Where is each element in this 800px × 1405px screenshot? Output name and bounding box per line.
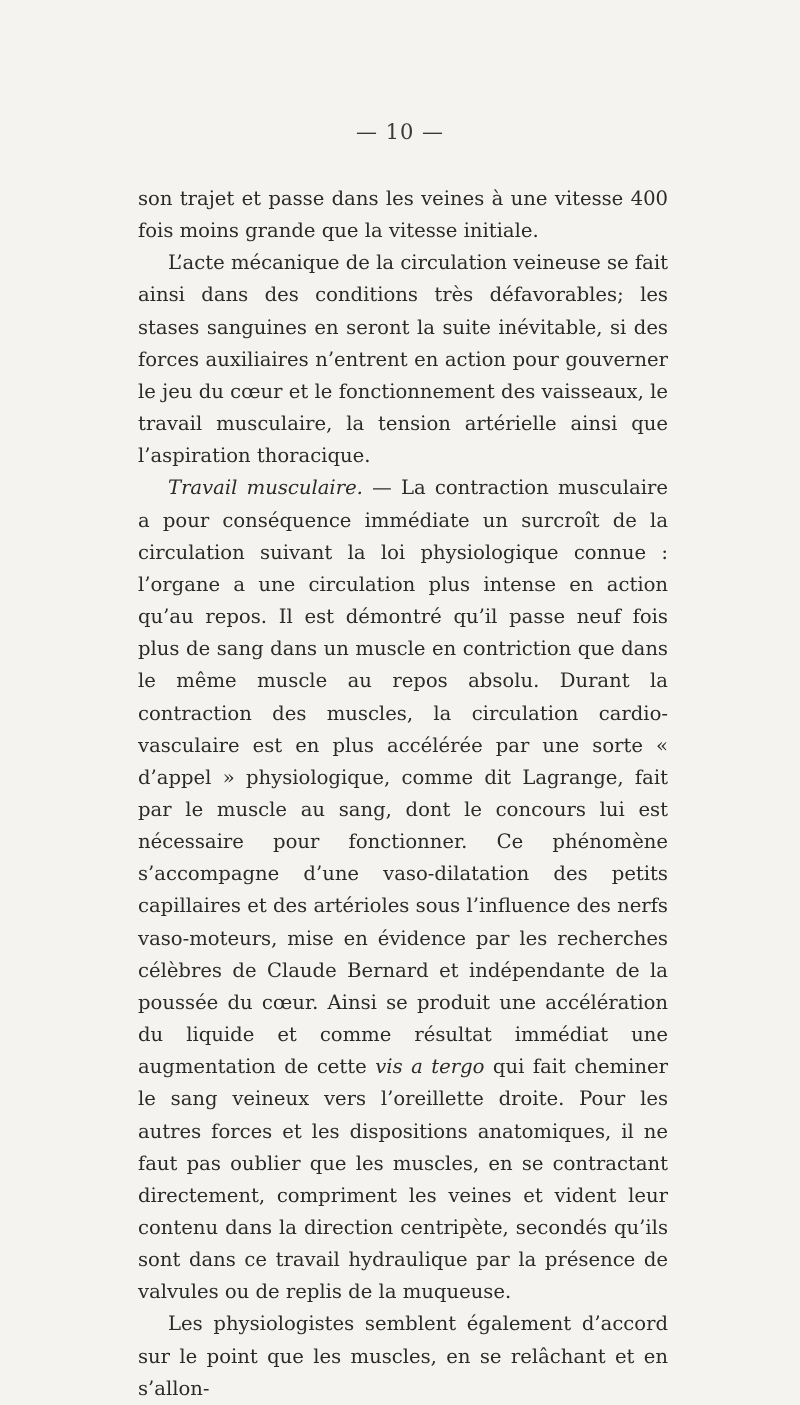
page-number: — 10 —: [355, 120, 445, 144]
body-text: [138, 183, 668, 1405]
paragraph-venous-circulation: L’acte mécanique de la circulation veineuse se fait ainsi dans des conditions très défavorables; les stases sanguines en seront la suite inévitable, si des forces auxiliaires n’entrent en action pour gouverner le jeu du cœur et le fonctionnement des vaisseaux, le travail musculaire, la tension artérielle ainsi que l’aspiration thoracique.: [138, 251, 668, 468]
paragraph-physiologists: Les physiologistes semblent également d’accord sur le point que les muscles, en se relâchant et en s’allon-: [138, 1312, 668, 1400]
paragraph-muscular-work: [138, 472, 668, 1308]
paragraph-continuation: son trajet et passe dans les veines à une vitesse 400 fois moins grande que la vitesse initiale.: [138, 187, 668, 243]
latin-phrase: vis a tergo: [375, 1055, 485, 1079]
section-heading-muscular-work: Travail musculaire.: [168, 476, 363, 500]
paragraph-muscular-work-text: — La contraction musculaire a pour conséquence immédiate un surcroît de la circulation suivant la loi physiologique connue : l’organe a une circulation plus intense en action qu’au repos. Il est démontré qu’il passe neuf fois plus de sang dans un muscle en contriction que dans le même muscle au repos absolu. Durant la contraction des muscles, la circulation cardio-vasculaire est en plus accélérée par une sorte « d’appel » physiologique, comme dit Lagrange, fait par le muscle au sang, dont le concours lui est nécessaire pour fonctionner. Ce phénomène s’accompagne d’une vaso-dilatation des petits capillaires et des artérioles sous l’influence des nerfs vaso-moteurs, mise en évidence par les recherches célèbres de Claude Bernard et indépendante de la poussée du cœur. Ainsi se produit une accélération du liquide et comme résultat immédiat une augmentation de cette: [138, 476, 668, 1079]
paragraph-muscular-work-text-end: qui fait cheminer le sang veineux vers l’oreillette droite. Pour les autres forces et les dispositions anatomiques, il ne faut pas oublier que les muscles, en se contractant directement, compriment les veines et vident leur contenu dans la direction centripète, secondés qu’ils sont dans ce travail hydraulique par la présence de valvules ou de replis de la muqueuse.: [138, 1055, 668, 1304]
